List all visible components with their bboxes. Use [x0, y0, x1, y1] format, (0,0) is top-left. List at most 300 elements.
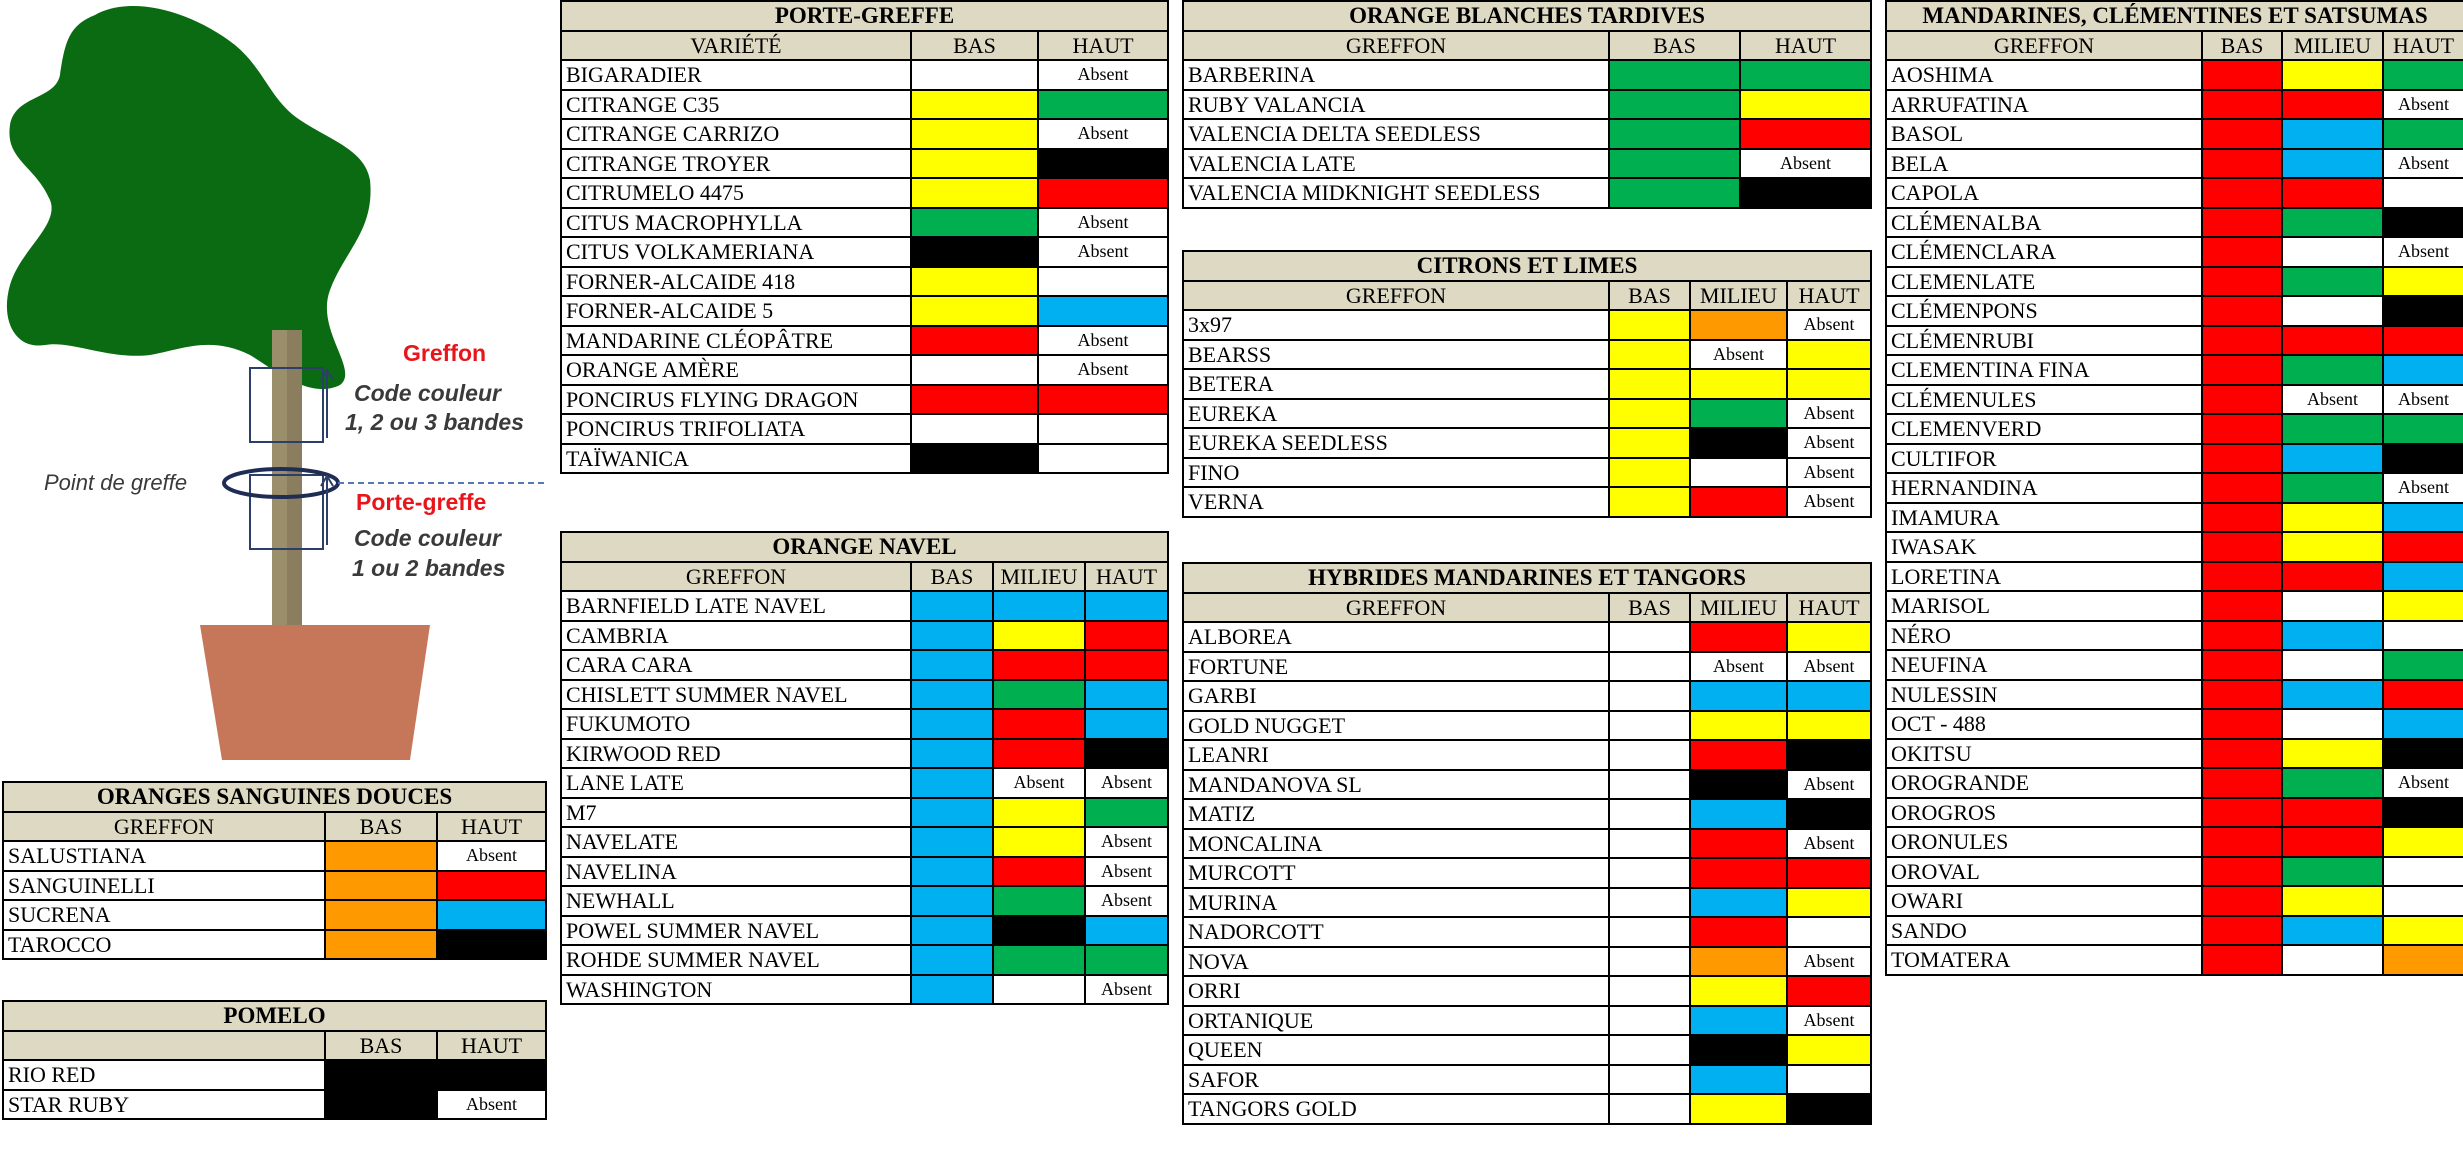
table-title: PORTE-GREFFE — [561, 1, 1168, 31]
variety-name: PONCIRUS FLYING DRAGON — [561, 385, 911, 415]
color-band-swatch — [2383, 680, 2463, 710]
column-header: HAUT — [1085, 562, 1168, 592]
table-row — [1183, 622, 1871, 652]
color-band-swatch — [2202, 886, 2282, 916]
variety-name: IMAMURA — [1886, 503, 2202, 533]
color-band-swatch — [325, 930, 437, 960]
color-band-swatch — [1085, 680, 1168, 710]
color-band-swatch — [325, 841, 437, 871]
table-row — [561, 385, 1168, 415]
color-band-swatch — [2383, 827, 2463, 857]
color-band-swatch — [2383, 503, 2463, 533]
column-header: GREFFON — [3, 812, 325, 842]
table-row — [561, 591, 1168, 621]
color-band-swatch — [911, 768, 993, 798]
variety-name: ORRI — [1183, 976, 1609, 1006]
color-band-swatch — [2202, 768, 2282, 798]
table-row — [3, 900, 546, 930]
color-band-swatch — [993, 709, 1085, 739]
variety-name: CITRUMELO 4475 — [561, 178, 911, 208]
table-row — [3, 1090, 546, 1120]
color-band-swatch — [2202, 709, 2282, 739]
variety-name: CLÉMENALBA — [1886, 208, 2202, 238]
band-absent: Absent — [2383, 90, 2463, 120]
table-row — [1183, 149, 1871, 179]
table-row — [1886, 503, 2463, 533]
table-row — [1886, 296, 2463, 326]
color-band-swatch — [2282, 768, 2383, 798]
band-absent: Absent — [1038, 208, 1168, 238]
color-band-swatch — [2202, 178, 2282, 208]
color-band-swatch — [1609, 60, 1740, 90]
column-header: HAUT — [1038, 31, 1168, 61]
color-band-swatch — [2202, 621, 2282, 651]
band-absent: Absent — [1787, 1006, 1871, 1036]
variety-name: BEARSS — [1183, 340, 1609, 370]
table-row — [1886, 709, 2463, 739]
table-row — [561, 857, 1168, 887]
band-absent: Absent — [1085, 975, 1168, 1005]
table-row — [1886, 916, 2463, 946]
variety-name: FINO — [1183, 458, 1609, 488]
color-band-swatch — [1038, 296, 1168, 326]
color-band-swatch — [911, 650, 993, 680]
color-band-swatch — [993, 975, 1085, 1005]
color-band-swatch — [1690, 428, 1787, 458]
table-header-row — [1183, 281, 1871, 311]
variety-name: CLEMENLATE — [1886, 267, 2202, 297]
table-row — [1886, 149, 2463, 179]
color-band-swatch — [1787, 622, 1871, 652]
color-band-swatch — [1787, 1065, 1871, 1095]
grafting-diagram — [0, 0, 545, 760]
table-row — [561, 178, 1168, 208]
table-row — [561, 326, 1168, 356]
color-band-swatch — [993, 739, 1085, 769]
color-band-swatch — [2282, 473, 2383, 503]
color-band-swatch — [1609, 1094, 1690, 1124]
table-row — [1886, 591, 2463, 621]
variety-name: MURCOTT — [1183, 858, 1609, 888]
variety-name: FORNER-ALCAIDE 5 — [561, 296, 911, 326]
band-absent: Absent — [1787, 399, 1871, 429]
table-title-row — [3, 782, 546, 812]
table-row — [561, 90, 1168, 120]
color-band-swatch — [2282, 296, 2383, 326]
color-band-swatch — [993, 798, 1085, 828]
table-row — [1183, 428, 1871, 458]
column-header: BAS — [325, 812, 437, 842]
color-band-swatch — [2202, 916, 2282, 946]
color-band-swatch — [2282, 326, 2383, 356]
color-band-swatch — [1038, 385, 1168, 415]
color-band-swatch — [1787, 369, 1871, 399]
variety-name: CLÉMENULES — [1886, 385, 2202, 415]
color-band-swatch — [2383, 267, 2463, 297]
color-band-swatch — [1787, 799, 1871, 829]
column-header: BAS — [1609, 31, 1740, 61]
table-row — [1886, 385, 2463, 415]
color-band-swatch — [911, 296, 1038, 326]
color-band-swatch — [325, 1060, 437, 1090]
variety-name: CLEMENVERD — [1886, 414, 2202, 444]
band-absent: Absent — [1787, 428, 1871, 458]
band-absent: Absent — [2383, 768, 2463, 798]
table-row — [1183, 858, 1871, 888]
variety-name: OROGRANDE — [1886, 768, 2202, 798]
color-band-swatch — [437, 1060, 546, 1090]
color-band-swatch — [2202, 385, 2282, 415]
variety-name: ALBOREA — [1183, 622, 1609, 652]
column-header: MILIEU — [993, 562, 1085, 592]
table-title-row — [561, 1, 1168, 31]
table-row — [1183, 976, 1871, 1006]
color-band-swatch — [911, 827, 993, 857]
color-band-swatch — [1740, 178, 1871, 208]
column-header: BAS — [1609, 593, 1690, 623]
variety-name: BARNFIELD LATE NAVEL — [561, 591, 911, 621]
color-band-swatch — [1787, 858, 1871, 888]
table-row — [561, 650, 1168, 680]
table-row — [1183, 340, 1871, 370]
table-row — [1183, 178, 1871, 208]
table-row — [1183, 60, 1871, 90]
band-absent: Absent — [1787, 947, 1871, 977]
color-band-swatch — [911, 739, 993, 769]
color-band-swatch — [1787, 740, 1871, 770]
band-absent: Absent — [1038, 237, 1168, 267]
table-title: ORANGE NAVEL — [561, 532, 1168, 562]
color-band-swatch — [1740, 90, 1871, 120]
table-row — [1183, 770, 1871, 800]
color-band-swatch — [2202, 267, 2282, 297]
column-header: GREFFON — [1183, 593, 1609, 623]
color-band-swatch — [1609, 369, 1690, 399]
color-band-swatch — [2383, 296, 2463, 326]
color-band-swatch — [1690, 1094, 1787, 1124]
color-band-swatch — [911, 444, 1038, 474]
table-title-row — [1183, 1, 1871, 31]
table-title: ORANGE BLANCHES TARDIVES — [1183, 1, 1871, 31]
color-band-swatch — [1787, 1094, 1871, 1124]
variety-name: VALENCIA DELTA SEEDLESS — [1183, 119, 1609, 149]
table-row — [1886, 857, 2463, 887]
variety-name: ORONULES — [1886, 827, 2202, 857]
table-row — [1183, 917, 1871, 947]
table-row — [1886, 827, 2463, 857]
color-band-swatch — [2202, 532, 2282, 562]
variety-name: BETERA — [1183, 369, 1609, 399]
table-citrons-limes — [1182, 250, 1872, 518]
color-band-swatch — [911, 326, 1038, 356]
variety-name: NULESSIN — [1886, 680, 2202, 710]
variety-name: LORETINA — [1886, 562, 2202, 592]
variety-name: CLÉMENCLARA — [1886, 237, 2202, 267]
color-band-swatch — [2282, 739, 2383, 769]
variety-name: MATIZ — [1183, 799, 1609, 829]
table-row — [561, 208, 1168, 238]
trunk-shade — [287, 330, 302, 630]
table-row — [561, 827, 1168, 857]
color-band-swatch — [2282, 621, 2383, 651]
flower-pot — [200, 625, 430, 760]
color-band-swatch — [1085, 739, 1168, 769]
color-band-swatch — [1609, 119, 1740, 149]
color-band-swatch — [911, 798, 993, 828]
color-band-swatch — [1609, 458, 1690, 488]
color-band-swatch — [1609, 947, 1690, 977]
color-band-swatch — [2282, 709, 2383, 739]
band-absent: Absent — [1038, 355, 1168, 385]
color-band-swatch — [911, 680, 993, 710]
band-absent: Absent — [993, 768, 1085, 798]
variety-name: EUREKA — [1183, 399, 1609, 429]
variety-name: AOSHIMA — [1886, 60, 2202, 90]
color-band-swatch — [1609, 888, 1690, 918]
label-code-top-1: Code couleur — [354, 380, 501, 406]
band-absent: Absent — [1787, 829, 1871, 859]
color-band-swatch — [911, 355, 1038, 385]
band-absent: Absent — [2282, 385, 2383, 415]
color-band-swatch — [1085, 916, 1168, 946]
table-header-row — [1886, 31, 2463, 61]
color-band-swatch — [2202, 296, 2282, 326]
table-row — [1183, 310, 1871, 340]
variety-name: 3x97 — [1183, 310, 1609, 340]
table-row — [1886, 562, 2463, 592]
variety-name: CITUS VOLKAMERIANA — [561, 237, 911, 267]
color-band-swatch — [1609, 90, 1740, 120]
column-header: GREFFON — [1183, 31, 1609, 61]
color-band-swatch — [2383, 562, 2463, 592]
color-band-swatch — [325, 900, 437, 930]
variety-name: WASHINGTON — [561, 975, 911, 1005]
variety-name: CLEMENTINA FINA — [1886, 355, 2202, 385]
color-band-swatch — [1690, 1035, 1787, 1065]
table-row — [3, 1060, 546, 1090]
table-row — [1183, 799, 1871, 829]
variety-name: CITRANGE C35 — [561, 90, 911, 120]
table-row — [1183, 1006, 1871, 1036]
variety-name: OROVAL — [1886, 857, 2202, 887]
color-band-swatch — [2202, 857, 2282, 887]
variety-name: CITUS MACROPHYLLA — [561, 208, 911, 238]
table-row — [1886, 60, 2463, 90]
variety-name: NEUFINA — [1886, 650, 2202, 680]
table-title: MANDARINES, CLÉMENTINES ET SATSUMAS — [1886, 1, 2463, 31]
band-absent: Absent — [1690, 652, 1787, 682]
variety-name: GARBI — [1183, 681, 1609, 711]
variety-name: ARRUFATINA — [1886, 90, 2202, 120]
color-band-swatch — [1609, 149, 1740, 179]
table-row — [1183, 369, 1871, 399]
color-band-swatch — [1038, 178, 1168, 208]
color-band-swatch — [2202, 591, 2282, 621]
table-row — [1886, 237, 2463, 267]
table-row — [1886, 178, 2463, 208]
color-band-swatch — [1609, 399, 1690, 429]
table-title-row — [1183, 251, 1871, 281]
variety-name: KIRWOOD RED — [561, 739, 911, 769]
color-band-swatch — [2202, 473, 2282, 503]
color-band-swatch — [2202, 237, 2282, 267]
color-band-swatch — [993, 827, 1085, 857]
color-band-swatch — [1690, 799, 1787, 829]
column-header: HAUT — [1740, 31, 1871, 61]
color-band-swatch — [1690, 681, 1787, 711]
table-header-row — [1183, 593, 1871, 623]
color-band-swatch — [2282, 414, 2383, 444]
variety-name: TAÏWANICA — [561, 444, 911, 474]
variety-name: TANGORS GOLD — [1183, 1094, 1609, 1124]
color-band-swatch — [2202, 326, 2282, 356]
column-header: BAS — [1609, 281, 1690, 311]
color-band-swatch — [2282, 798, 2383, 828]
color-band-swatch — [1787, 681, 1871, 711]
color-band-swatch — [911, 149, 1038, 179]
color-band-swatch — [1085, 591, 1168, 621]
color-band-swatch — [2282, 591, 2383, 621]
color-band-swatch — [911, 414, 1038, 444]
table-row — [1183, 487, 1871, 517]
variety-name: MONCALINA — [1183, 829, 1609, 859]
color-band-swatch — [2282, 827, 2383, 857]
table-row — [1183, 1094, 1871, 1124]
table-orange-navel — [560, 531, 1169, 1005]
color-band-swatch — [2282, 60, 2383, 90]
table-row — [561, 680, 1168, 710]
color-band-swatch — [1609, 652, 1690, 682]
color-band-swatch — [2202, 60, 2282, 90]
table-row — [561, 739, 1168, 769]
variety-name: OCT - 488 — [1886, 709, 2202, 739]
color-band-swatch — [2282, 857, 2383, 887]
color-band-swatch — [911, 208, 1038, 238]
variety-name: RUBY VALANCIA — [1183, 90, 1609, 120]
variety-name: BASOL — [1886, 119, 2202, 149]
variety-name: ORTANIQUE — [1183, 1006, 1609, 1036]
table-row — [1886, 444, 2463, 474]
table-row — [1183, 119, 1871, 149]
table-row — [561, 267, 1168, 297]
color-band-swatch — [1085, 621, 1168, 651]
variety-name: POWEL SUMMER NAVEL — [561, 916, 911, 946]
color-band-swatch — [437, 900, 546, 930]
table-row — [1886, 532, 2463, 562]
color-band-swatch — [1609, 622, 1690, 652]
table-row — [561, 886, 1168, 916]
table-row — [1886, 650, 2463, 680]
color-band-swatch — [2383, 739, 2463, 769]
variety-name: LEANRI — [1183, 740, 1609, 770]
variety-name: MARISOL — [1886, 591, 2202, 621]
table-row — [561, 355, 1168, 385]
table-row — [561, 916, 1168, 946]
color-band-swatch — [1690, 829, 1787, 859]
color-band-swatch — [911, 621, 993, 651]
color-band-swatch — [1609, 799, 1690, 829]
band-absent: Absent — [2383, 149, 2463, 179]
color-band-swatch — [1085, 709, 1168, 739]
color-band-swatch — [2383, 709, 2463, 739]
table-row — [1183, 399, 1871, 429]
table-title: ORANGES SANGUINES DOUCES — [3, 782, 546, 812]
color-band-swatch — [1085, 945, 1168, 975]
variety-name: CHISLETT SUMMER NAVEL — [561, 680, 911, 710]
color-band-swatch — [2383, 650, 2463, 680]
variety-name: EUREKA SEEDLESS — [1183, 428, 1609, 458]
column-header: HAUT — [1787, 281, 1871, 311]
variety-name: FORNER-ALCAIDE 418 — [561, 267, 911, 297]
color-band-swatch — [1690, 458, 1787, 488]
table-title: POMELO — [3, 1001, 546, 1031]
table-row — [1886, 355, 2463, 385]
table-row — [1886, 326, 2463, 356]
color-band-swatch — [2202, 90, 2282, 120]
table-hybrides-mandarines-tangors — [1182, 562, 1872, 1125]
color-band-swatch — [2383, 355, 2463, 385]
color-band-swatch — [911, 119, 1038, 149]
band-absent: Absent — [1787, 310, 1871, 340]
table-pomelo — [2, 1000, 547, 1120]
band-absent: Absent — [1085, 768, 1168, 798]
table-row — [1183, 829, 1871, 859]
table-title: CITRONS ET LIMES — [1183, 251, 1871, 281]
table-row — [1886, 739, 2463, 769]
color-band-swatch — [1609, 829, 1690, 859]
variety-name: CITRANGE CARRIZO — [561, 119, 911, 149]
table-header-row — [561, 31, 1168, 61]
table-row — [1183, 947, 1871, 977]
variety-name: M7 — [561, 798, 911, 828]
table-orange-blanches-tardives — [1182, 0, 1872, 209]
band-absent: Absent — [1085, 827, 1168, 857]
table-title: HYBRIDES MANDARINES ET TANGORS — [1183, 563, 1871, 593]
table-row — [1183, 1035, 1871, 1065]
variety-name: ORANGE AMÈRE — [561, 355, 911, 385]
table-porte-greffe — [560, 0, 1169, 474]
color-band-swatch — [1038, 90, 1168, 120]
color-band-swatch — [1085, 798, 1168, 828]
table-row — [1183, 711, 1871, 741]
label-code-top-2: 1, 2 ou 3 bandes — [345, 409, 524, 435]
color-band-swatch — [2383, 916, 2463, 946]
color-band-swatch — [1690, 917, 1787, 947]
color-band-swatch — [993, 916, 1085, 946]
color-band-swatch — [911, 591, 993, 621]
variety-name: BIGARADIER — [561, 60, 911, 90]
variety-name: LANE LATE — [561, 768, 911, 798]
color-band-swatch — [2383, 208, 2463, 238]
band-absent: Absent — [1038, 119, 1168, 149]
color-band-swatch — [2282, 267, 2383, 297]
color-band-swatch — [1609, 310, 1690, 340]
color-band-swatch — [2282, 90, 2383, 120]
variety-name: SUCRENA — [3, 900, 325, 930]
color-band-swatch — [2282, 208, 2383, 238]
color-band-swatch — [1787, 917, 1871, 947]
color-band-swatch — [911, 886, 993, 916]
column-header: BAS — [325, 1031, 437, 1061]
variety-name: PONCIRUS TRIFOLIATA — [561, 414, 911, 444]
variety-name: SANDO — [1886, 916, 2202, 946]
color-band-swatch — [2383, 178, 2463, 208]
column-header: GREFFON — [561, 562, 911, 592]
color-band-swatch — [1038, 414, 1168, 444]
color-band-swatch — [2383, 621, 2463, 651]
table-row — [1886, 680, 2463, 710]
color-band-swatch — [1609, 428, 1690, 458]
